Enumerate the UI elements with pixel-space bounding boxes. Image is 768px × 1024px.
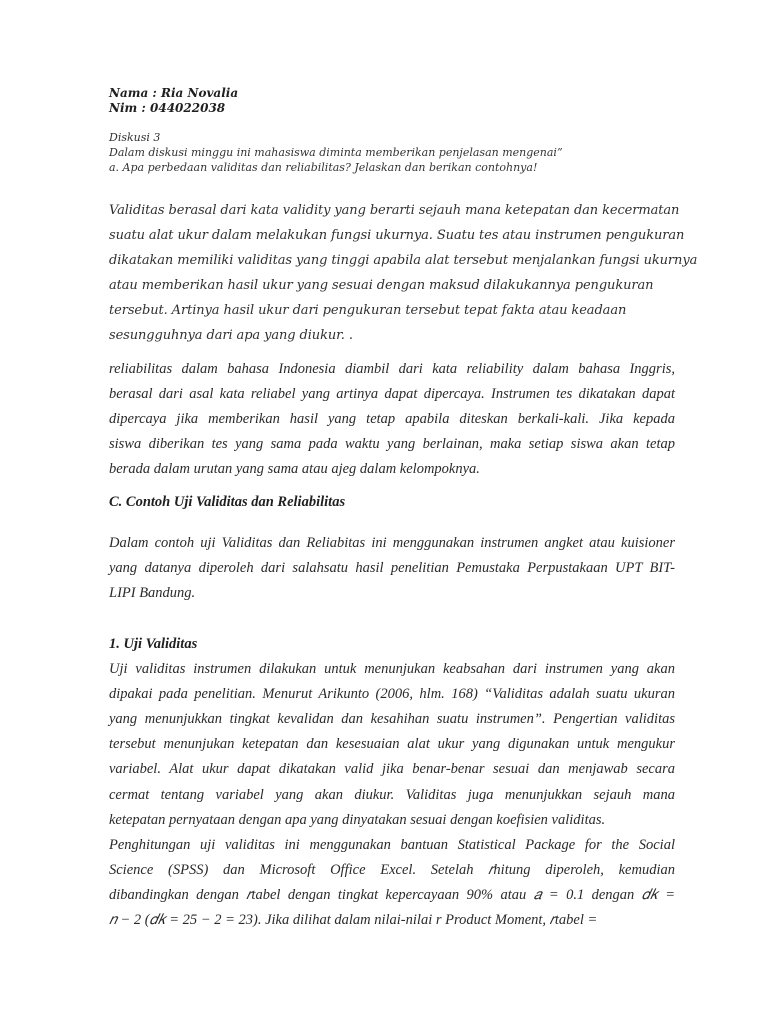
section-c-heading: C. Contoh Uji Validitas dan Reliabilitas: [109, 494, 346, 510]
validitas-line: atau memberikan hasil ukur yang sesuai dengan maksud dilakukannya pengukuran: [109, 278, 654, 293]
reliabilitas-line: berasal dari asal kata reliabel yang artinya dapat dipercaya. Instrumen tes dikatakan dapat: [109, 386, 675, 402]
validitas-line: sesungguhnya dari apa yang diukur. .: [109, 328, 353, 343]
reliabilitas-line: berada dalam urutan yang sama atau ajeg dalam kelompoknya.: [109, 461, 480, 477]
uji-validitas-line: Science (SPSS) dan Microsoft Office Excel. Setelah 𝑟hitung diperoleh, kemudian: [109, 862, 675, 878]
discussion-number: Diskusi 3: [109, 131, 161, 144]
validitas-line: tersebut. Artinya hasil ukur dari pengukuran tersebut tepat fakta atau keadaan: [109, 303, 627, 318]
discussion-prompt: Dalam diskusi minggu ini mahasiswa diminta memberikan penjelasan mengenai”: [109, 146, 563, 159]
uji-validitas-line: 𝑛 − 2 (𝑑𝑘 = 25 − 2 = 23). Jika dilihat dalam nilai-nilai r Product Moment, 𝑟tabel =: [109, 912, 598, 928]
uji-validitas-line: Uji validitas instrumen dilakukan untuk menunjukan keabsahan dari instrumen yang akan: [109, 661, 675, 677]
uji-validitas-line: dipakai pada penelitian. Menurut Arikunto (2006, hlm. 168) “Validitas adalah suatu ukuran: [109, 686, 675, 702]
reliabilitas-line: siswa diberikan tes yang sama pada waktu yang berlainan, maka setiap siswa akan tetap: [109, 436, 675, 452]
validitas-line: Validitas berasal dari kata validity yang berarti sejauh mana ketepatan dan kecermatan: [109, 203, 680, 218]
uji-validitas-line: yang menunjukkan tingkat kevalidan dan kesahihan suatu instrumen”. Pengertian validitas: [109, 711, 675, 727]
uji-validitas-line: cermat tentang variabel yang akan diukur. Validitas juga menunjukkan sejauh mana: [109, 787, 675, 803]
reliabilitas-line: dipercaya jika memberikan hasil yang tetap apabila diteskan berkali-kali. Jika kepada: [109, 411, 675, 427]
section-c-line: LIPI Bandung.: [109, 585, 196, 601]
uji-validitas-line: tersebut menunjukan ketepatan dan kesesuaian alat ukur yang digunakan untuk mengukur: [109, 736, 675, 752]
discussion-question: a. Apa perbedaan validitas dan reliabilitas? Jelaskan dan berikan contohnya!: [109, 161, 538, 174]
student-name: Nama : Ria Novalia: [109, 86, 239, 100]
validitas-line: suatu alat ukur dalam melakukan fungsi ukurnya. Suatu tes atau instrumen pengukuran: [109, 228, 685, 243]
section-c-line: Dalam contoh uji Validitas dan Reliabitas ini menggunakan instrumen angket atau kuisioner: [109, 535, 675, 551]
uji-validitas-line: ketepatan pernyataan dengan apa yang dinyatakan sesuai dengan koefisien validitas.: [109, 812, 606, 828]
section-c-line: yang datanya diperoleh dari salahsatu hasil penelitian Pemustaka Perpustakaan UPT BIT-: [109, 560, 675, 576]
uji-validitas-line: dibandingkan dengan 𝑟tabel dengan tingkat kepercayaan 90% atau 𝑎 = 0.1 dengan 𝑑𝑘 =: [109, 887, 675, 903]
reliabilitas-line: reliabilitas dalam bahasa Indonesia diambil dari kata reliability dalam bahasa Inggris,: [109, 361, 675, 377]
validitas-line: dikatakan memiliki validitas yang tinggi apabila alat tersebut menjalankan fungsi ukurnya: [109, 253, 698, 268]
student-nim: Nim : 044022038: [109, 101, 226, 115]
uji-validitas-line: Penghitungan uji validitas ini menggunakan bantuan Statistical Package for the Social: [109, 837, 675, 853]
uji-validitas-heading: 1. Uji Validitas: [109, 636, 198, 652]
uji-validitas-line: variabel. Alat ukur dapat dikatakan valid jika benar-benar sesuai dan menjawab secara: [109, 761, 675, 777]
